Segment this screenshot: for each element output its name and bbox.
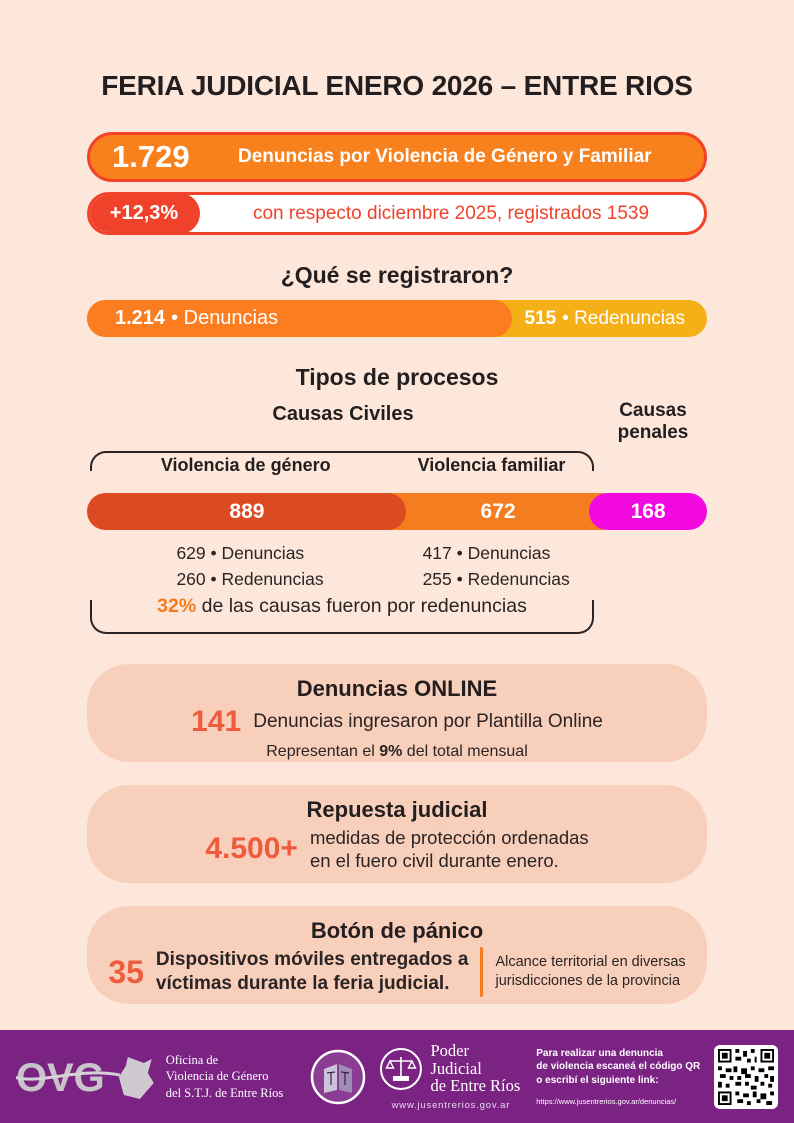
ovg-acronym: OVG xyxy=(16,1055,105,1100)
family-violence-total: 672 xyxy=(480,499,516,523)
page-title: FERIA JUDICIAL ENERO 2026 – ENTRE RIOS xyxy=(101,70,693,101)
response-card-title: Repuesta judicial xyxy=(306,797,488,823)
response-card-value: 4.500+ xyxy=(205,832,298,866)
poder-judicial-emblem-icon xyxy=(378,1046,424,1092)
entre-rios-map-icon xyxy=(119,1057,154,1099)
process-types-bar xyxy=(87,493,707,530)
redenuncias-percentage: 32% xyxy=(157,595,197,618)
variation-label: con respecto diciembre 2025, registrados 1539 xyxy=(252,202,650,224)
gender-violence-label: Violencia de género xyxy=(151,455,341,476)
gender-violence-breakdown: 629 • Denuncias 260 • Redenuncias xyxy=(176,543,324,590)
penal-causes-title: Causas penales xyxy=(617,400,689,444)
denuncias-label: • Denuncias xyxy=(171,307,279,329)
family-violence-breakdown: 417 • Denuncias 255 • Redenuncias xyxy=(422,543,570,590)
poder-judicial-url: www.jusentrerios.gov.ar xyxy=(391,1100,511,1112)
online-card-title: Denuncias ONLINE xyxy=(296,676,498,702)
redenuncias-bar-label xyxy=(524,300,685,337)
family-violence-label: Violencia familiar xyxy=(408,455,576,476)
panic-card-text: Dispositivos móviles entregados a víctimas durante la feria judicial. xyxy=(155,949,469,995)
process-breakdown xyxy=(87,540,707,594)
judicial-response-card xyxy=(87,785,707,883)
redenuncias-value: 515 xyxy=(524,307,557,329)
variation-badge: +12,3% xyxy=(88,193,200,234)
online-card-text: Denuncias ingresaron por Plantilla Online xyxy=(253,711,603,733)
panic-card-value: 35 xyxy=(108,953,144,990)
panic-card-title: Botón de pánico xyxy=(310,918,484,944)
registered-heading: ¿Qué se registraron? xyxy=(280,262,514,288)
ovg-office-name: Oficina de Violencia de Género del S.T.J. de Entre Ríos xyxy=(165,1053,284,1100)
qr-instructions: Para realizar una denuncia de violencia escaneá el código QR o escribí el siguiente link: https://www.jusentrerios.gov.ar/denuncias/ xyxy=(536,1047,708,1107)
redenuncias-note: 32% de las causas fueron por redenuncias xyxy=(157,595,527,618)
vertical-divider xyxy=(480,947,483,997)
panic-button-card xyxy=(87,906,707,1004)
processes-headers xyxy=(87,400,707,444)
online-denuncias-card xyxy=(87,664,707,762)
penal-total: 168 xyxy=(630,499,666,523)
response-card-text: medidas de protección ordenadas en el fuero civil durante enero. xyxy=(309,827,589,872)
panic-card-aside: Alcance territorial en diversas jurisdicciones de la provincia xyxy=(495,953,686,990)
total-denuncias-label: Denuncias por Violencia de Género y Familiar xyxy=(238,146,652,167)
justice-network-badge-icon xyxy=(310,1049,366,1105)
registered-bar xyxy=(87,300,707,337)
qr-code xyxy=(714,1045,778,1109)
qr-code-pattern xyxy=(718,1049,774,1105)
civil-causes-title: Causas Civiles xyxy=(272,403,414,425)
poder-judicial-name: Poder Judicial de Entre Ríos xyxy=(430,1040,521,1096)
processes-heading: Tipos de procesos xyxy=(295,364,499,390)
denuncias-bar-label xyxy=(115,300,278,337)
online-card-value: 141 xyxy=(191,705,242,739)
gender-violence-total: 889 xyxy=(229,499,265,523)
denuncias-link: https://www.jusentrerios.gov.ar/denuncias/ xyxy=(536,1097,677,1107)
denuncias-value: 1.214 xyxy=(115,307,166,329)
online-card-subtext: Representan el 9% del total mensual xyxy=(266,743,528,761)
civil-column-labels xyxy=(87,455,599,481)
total-denuncias-banner xyxy=(87,132,707,182)
footer xyxy=(0,1030,794,1123)
ovg-logo xyxy=(16,1051,162,1103)
poder-judicial-block xyxy=(378,1042,525,1111)
redenuncias-note-bracket xyxy=(90,595,594,634)
redenuncias-label: • Redenuncias xyxy=(562,307,685,329)
total-denuncias-value: 1.729 xyxy=(112,139,190,174)
variation-banner xyxy=(87,192,707,235)
